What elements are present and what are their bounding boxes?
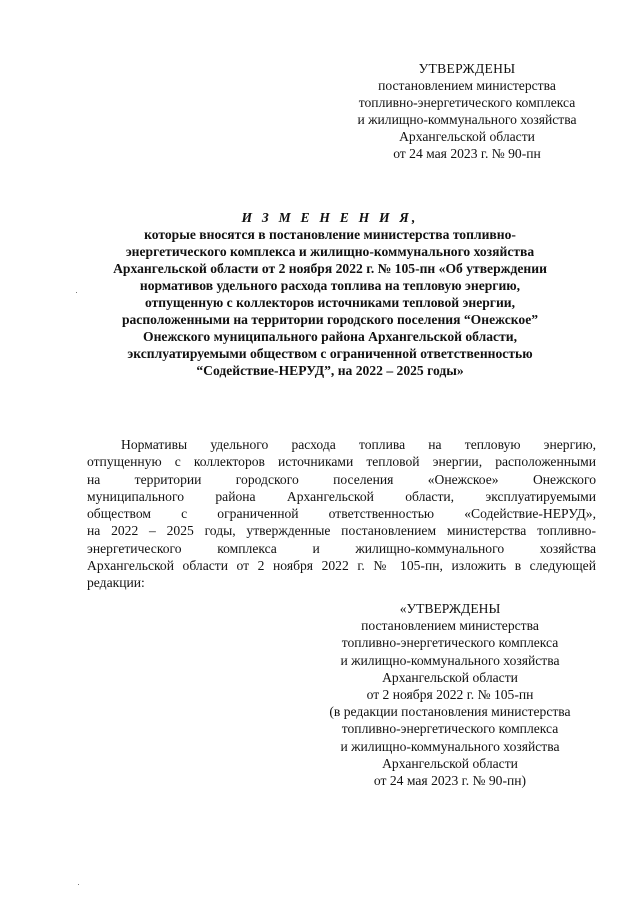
approval-title: УТВЕРЖДЕНЫ [418,61,516,76]
title-line: расположенными на территории городского поселения “Онежское” [121,312,539,327]
document-title [80,209,580,379]
approval-line: и жилищно-коммунального хозяйства [357,112,577,127]
title-line: эксплуатируемыми обществом с ограниченной ответственностью [127,346,533,361]
scan-dot [76,292,77,293]
approval-stamp-top [322,60,612,162]
body-line: редакции: [87,575,145,591]
title-heading: И З М Е Н Е Н И Я, [241,210,419,225]
body-line: муниципального района Архангельской области, эксплуатируемыми [87,488,596,504]
approval-line: топливно-энергетического комплекса [341,721,559,737]
title-line: Архангельской области от 2 ноября 2022 г. № 105-пн «Об утверждении [113,261,547,276]
title-line: энергетического комплекса и жилищно-коммунального хозяйства [125,244,535,259]
approval-stamp-bottom [300,600,600,789]
title-line: Онежского муниципального района Архангельской области, [143,329,517,344]
approval-line: от 2 ноября 2022 г. № 105-пн [366,687,534,703]
approval-line: от 24 мая 2023 г. № 90-пн) [373,773,527,789]
body-line: энергетического комплекса и жилищно-коммунального хозяйства [87,540,596,556]
body-line: на территории городского поселения «Онежское» Онежского [87,471,596,487]
body-line: Архангельской области от 2 ноября 2022 г. № 105-пн, изложить в следующей [87,558,596,574]
scan-dot [78,884,79,885]
approval-line: Архангельской области [399,129,535,144]
approval-line: постановлением министерства [378,78,556,93]
approval-line: «УТВЕРЖДЕНЫ [399,601,501,616]
title-line: которые вносятся в постановление министерства топливно- [144,227,516,242]
approval-line: (в редакции постановления министерства [329,704,571,720]
body-line: Нормативы удельного расхода топлива на тепловую энергию, [121,437,596,452]
approval-line: топливно-энергетического комплекса [341,635,559,651]
title-line: “Содействие-НЕРУД”, на 2022 – 2025 годы» [196,363,464,378]
approval-line: топливно-энергетического комплекса [358,95,576,110]
approval-line: Архангельской области [382,669,518,685]
title-line: отпущенную с коллекторов источниками тепловой энергии, [144,295,516,310]
approval-line: Архангельской области [382,755,518,771]
approval-line: и жилищно-коммунального хозяйства [340,738,560,754]
approval-line: от 24 мая 2023 г. № 90-пн [393,146,541,161]
approval-line: постановлением министерства [361,618,539,634]
body-line: на 2022 – 2025 годы, утвержденные постановлением министерства топливно- [87,523,596,539]
body-line: обществом с ограниченной ответственностью «Содействие-НЕРУД», [87,506,596,522]
body-paragraph [87,436,596,592]
title-line: нормативов удельного расхода топлива на тепловую энергию, [139,278,521,293]
approval-line: и жилищно-коммунального хозяйства [340,652,560,668]
body-line: отпущенную с коллекторов источниками тепловой энергии, расположенными [87,454,596,470]
